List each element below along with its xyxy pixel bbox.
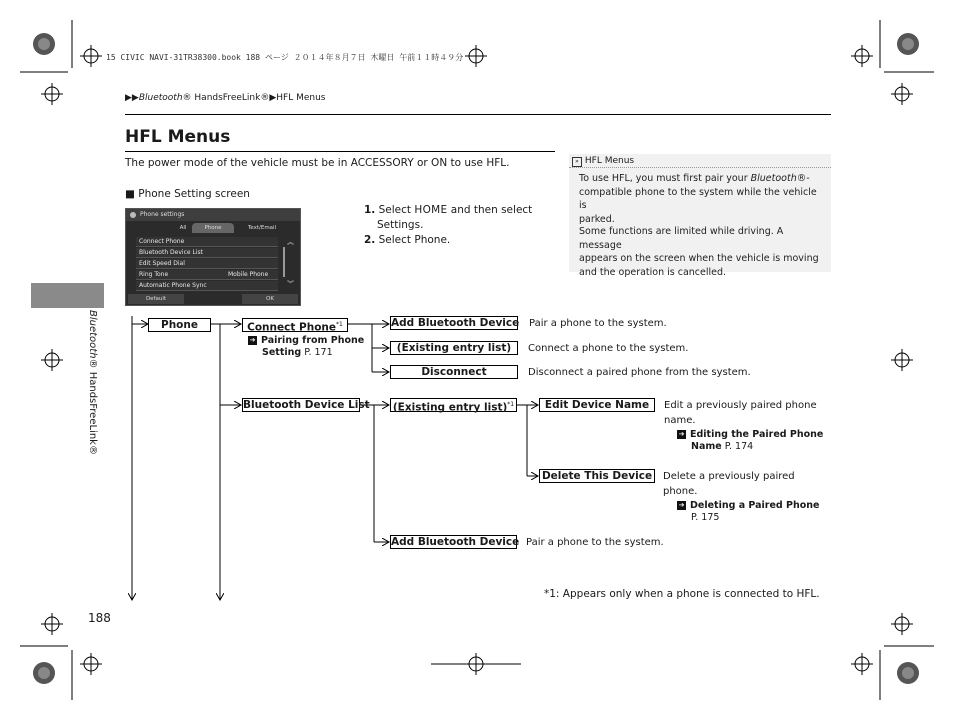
screen-row: Ring Tone Mobile Phone bbox=[136, 270, 278, 280]
edit-device-name-desc: Edit a previously paired phone name. bbox=[664, 400, 817, 426]
note-paragraph-2: Some functions are limited while driving. A message appears on the screen when the vehicle is moving and the operation is cancelled. bbox=[579, 226, 819, 278]
edit-name-reference: ➔ Editing the Paired Phone Name P. 174 bbox=[678, 429, 824, 452]
screen-tab-phone: Phone bbox=[192, 223, 234, 233]
square-bullet-icon: ■ bbox=[125, 188, 135, 200]
screen-row: Connect Phone bbox=[136, 237, 278, 247]
screen-title: Phone settings bbox=[140, 211, 185, 218]
delete-device-reference: ➔ Deleting a Paired Phone P. 175 bbox=[678, 500, 820, 523]
breadcrumb-arrow-icon: ▶ bbox=[269, 93, 277, 103]
note-paragraph-1: To use HFL, you must first pair your Bluetooth®- compatible phone to the system while the vehicle is parked. bbox=[579, 173, 817, 225]
screen-row: Automatic Phone Sync bbox=[136, 281, 278, 291]
phone-box: Phone bbox=[148, 318, 211, 332]
step-2: 2. Select Phone. bbox=[364, 234, 451, 246]
page-number: 188 bbox=[88, 611, 111, 625]
reference-arrow-icon: ➔ bbox=[678, 430, 685, 438]
add-bluetooth-device-desc: Pair a phone to the system. bbox=[529, 318, 667, 329]
screen-tab-all: All bbox=[179, 225, 187, 231]
intro-text: The power mode of the vehicle must be in ACCESSORY or ON to use HFL. bbox=[125, 157, 510, 169]
screen-row: Bluetooth Device List bbox=[136, 248, 278, 258]
pairing-reference: ➔ Pairing from Phone Setting P. 171 bbox=[249, 335, 365, 358]
disconnect-desc: Disconnect a paired phone from the system. bbox=[528, 367, 751, 378]
footnote: *1: Appears only when a phone is connected to HFL. bbox=[544, 588, 820, 600]
step-1-cont: Settings. bbox=[377, 219, 424, 231]
screen-default-button: Default bbox=[128, 294, 184, 304]
page-title: HFL Menus bbox=[125, 127, 231, 147]
print-header: 15 CIVIC NAVI-31TR38300.book 188 ページ ２０１４年８月７日 木曜日 午前１１時４９分 bbox=[106, 53, 464, 62]
add-bluetooth-device-desc-2: Pair a phone to the system. bbox=[526, 537, 664, 548]
existing-entry-list-box: (Existing entry list) bbox=[390, 341, 518, 355]
screen-ok-button: OK bbox=[242, 294, 298, 304]
add-bluetooth-device-box: Add Bluetooth Device bbox=[391, 317, 520, 329]
add-bluetooth-device-box-2: Add Bluetooth Device bbox=[391, 536, 520, 548]
breadcrumb: ▶▶Bluetooth® HandsFreeLink®▶HFL Menus bbox=[125, 93, 326, 103]
edit-device-name-box: Edit Device Name bbox=[539, 398, 655, 412]
existing-entry-list-desc: Connect a phone to the system. bbox=[528, 343, 689, 354]
breadcrumb-arrow-icon: ▶▶ bbox=[125, 93, 139, 103]
existing-entry-list-box-2: (Existing entry list)$^{*1}$ bbox=[390, 398, 517, 412]
side-tab-label: Bluetooth® HandsFreeLink® bbox=[87, 310, 98, 455]
connect-phone-box: Connect Phone$^{*1}$ bbox=[242, 318, 348, 332]
note-header: » HFL Menus bbox=[569, 154, 831, 168]
screen-scroll-down-icon: ︾ bbox=[287, 280, 294, 288]
note-icon: » bbox=[572, 157, 582, 167]
step-1: 1. Select HOME and then select bbox=[364, 204, 533, 216]
reference-arrow-icon: ➔ bbox=[678, 501, 685, 509]
delete-device-desc: Delete a previously paired phone. bbox=[663, 471, 795, 497]
screen-row: Edit Speed Dial bbox=[136, 259, 278, 269]
disconnect-box: Disconnect bbox=[390, 365, 518, 379]
reference-arrow-icon: ➔ bbox=[249, 336, 256, 344]
screen-tab-text-email: Text/Email bbox=[247, 225, 277, 231]
screen-scroll-up-icon: ︽ bbox=[287, 238, 294, 246]
delete-this-device-box: Delete This Device bbox=[539, 469, 655, 483]
subsection-heading: ■ Phone Setting screen bbox=[125, 188, 250, 200]
bluetooth-device-list-box: Bluetooth Device List bbox=[243, 399, 370, 411]
